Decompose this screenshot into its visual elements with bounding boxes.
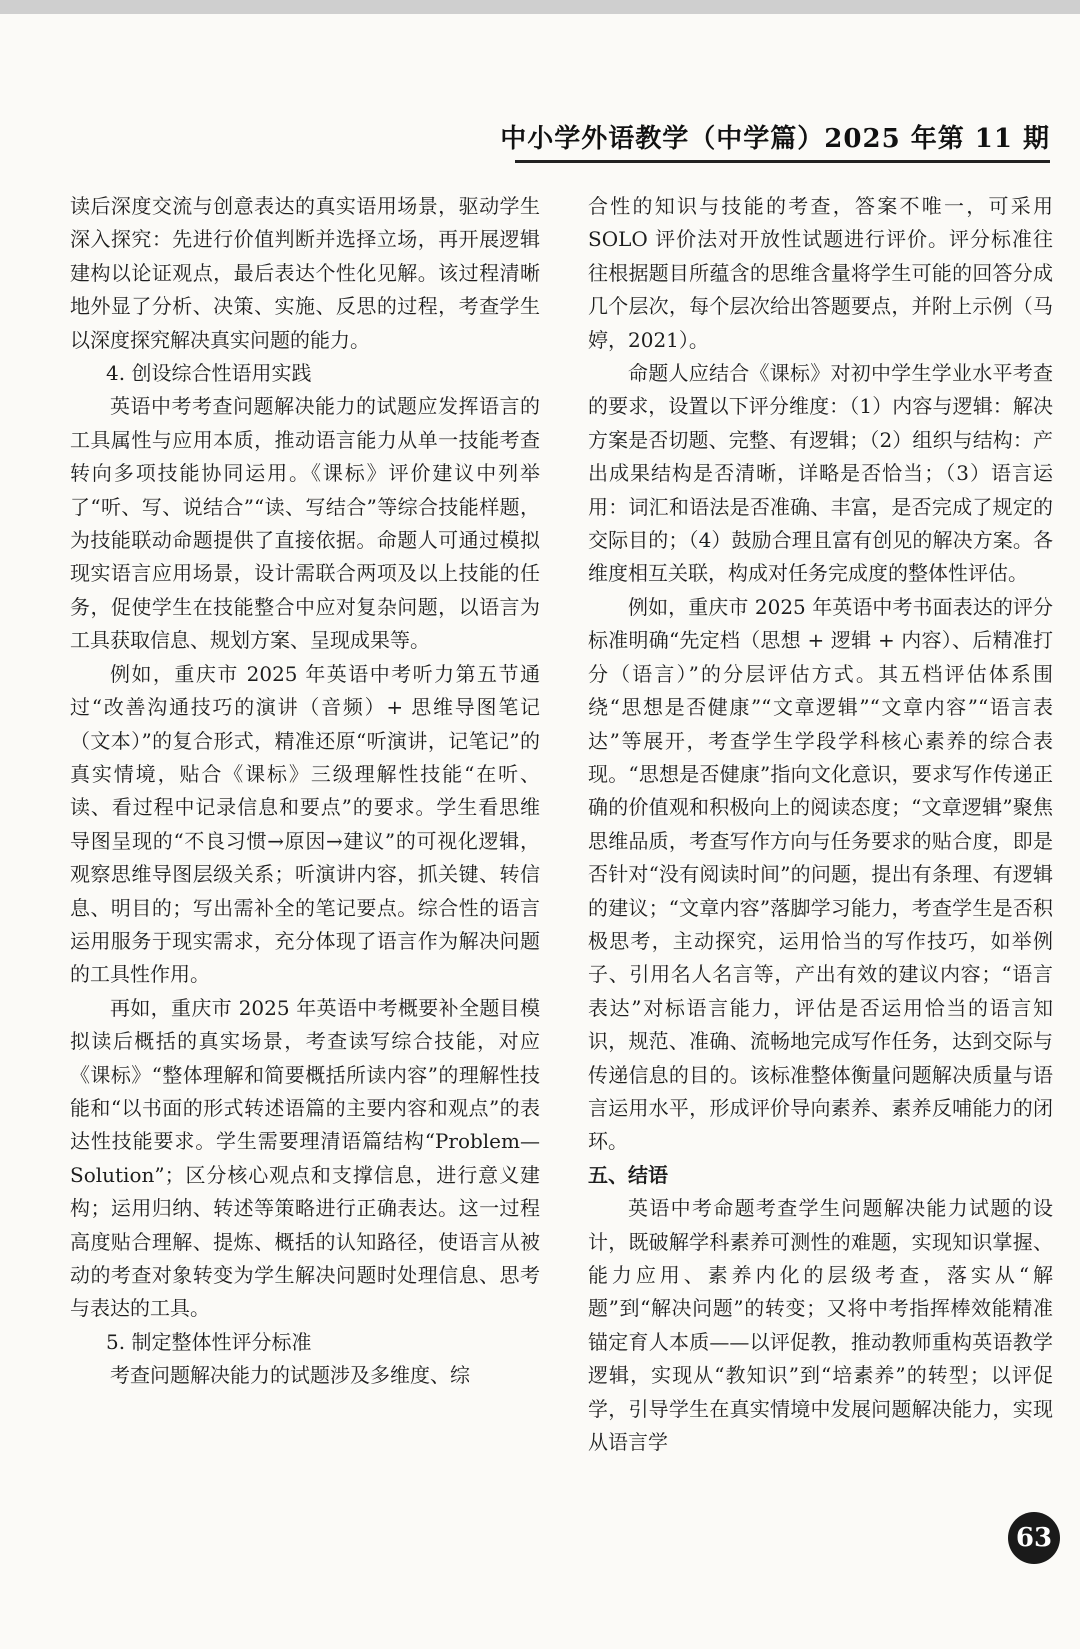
subsection-heading: 5. 制定整体性评分标准 <box>106 1329 312 1354</box>
page-number: 63 <box>1008 1512 1060 1564</box>
subsection-heading: 4. 创设综合性语用实践 <box>106 361 312 386</box>
section-heading: 五、结语 <box>588 1162 668 1187</box>
paragraph: 英语中考考查问题解决能力的试题应发挥语言的工具属性与应用本质，推动语言能力从单一技能考查转向多项技能协同运用。《课标》评价建议中列举了“听、写、说结合”“读、写结合”等综合技能样题，为技能联动命题提供了直接依据。命题人可通过模拟现实语言应用场景，设计需联合两项及以上技能的任务，促使学生在技能整合中应对复杂问题，以语言为工具获取信息、规划方案、呈现成果等。 <box>70 394 540 653</box>
paragraph: 例如，重庆市 2025 年英语中考听力第五节通过“改善沟通技巧的演讲（音频）+ 思维导图笔记（文本）”的复合形式，精准还原“听演讲，记笔记”的真实情境，贴合《课标》三级理解性技能“在听、读、看过程中记录信息和要点”的要求。学生看思维导图呈现的“不良习惯→原因→建议”的可视化逻辑，观察思维导图层级关系；听演讲内容，抓关键、转信息、明目的；写出需补全的笔记要点。综合性的语言运用服务于现实需求，充分体现了语言作为解决问题的工具性作用。 <box>70 661 540 987</box>
paragraph: 命题人应结合《课标》对初中学生学业水平考查的要求，设置以下评分维度：（1）内容与逻辑：解决方案是否切题、完整、有逻辑；（2）组织与结构：产出成果结构是否清晰，详略是否恰当；（3）语言运用：词汇和语法是否准确、丰富，是否完成了规定的交际目的；（4）鼓励合理且富有创见的解决方案。各维度相互关联，构成对任务完成度的整体性评估。 <box>588 361 1053 586</box>
paragraph: 合性的知识与技能的考查，答案不唯一，可采用 SOLO 评价法对开放性试题进行评价。评分标准往往根据题目所蕴含的思维含量将学生可能的回答分成几个层次，每个层次给出答题要点，并附上示例（马婷，2021）。 <box>588 194 1053 352</box>
running-header-title: 中小学外语教学（中学篇）2025 年第 11 期 <box>500 124 1050 154</box>
left-column <box>70 190 540 1393</box>
paragraph: 例如，重庆市 2025 年英语中考书面表达的评分标准明确“先定档（思想 + 逻辑 + 内容）、后精准打分（语言）”的分层评估方式。其五档评估体系围绕“思想是否健康”“文章逻辑”“文章内容”“语言表达”等展开，考查学生学段学科核心素养的综合表现。“思想是否健康”指向文化意识，要求写作传递正确的价值观和积极向上的阅读态度；“文章逻辑”聚焦思维品质，考查写作方向与任务要求的贴合度，即是否针对“没有阅读时间”的问题，提出有条理、有逻辑的建议；“文章内容”落脚学习能力，考查学生是否积极思考，主动探究，运用恰当的写作技巧，如举例子、引用名人名言等，产出有效的建议内容；“语言表达”对标语言能力，评估是否运用恰当的语言知识，规范、准确、流畅地完成写作任务，达到交际与传递信息的目的。该标准整体衡量问题解决质量与语言运用水平，形成评价导向素养、素养反哺能力的闭环。 <box>588 594 1053 1154</box>
paragraph: 考查问题解决能力的试题涉及多维度、综 <box>110 1363 470 1388</box>
header-rule <box>515 160 1050 163</box>
paragraph: 英语中考命题考查学生问题解决能力试题的设计，既破解学科素养可测性的难题，实现知识掌握、能力应用、素养内化的层级考查，落实从“解题”到“解决问题”的转变；又将中考指挥棒效能精准锚定育人本质——以评促教，推动教师重构英语教学逻辑，实现从“教知识”到“培素养”的转型；以评促学，引导学生在真实情境中发展问题解决能力，实现从语言学 <box>588 1196 1053 1455</box>
paragraph: 读后深度交流与创意表达的真实语用场景，驱动学生深入探究：先进行价值判断并选择立场，再开展逻辑建构以论证观点，最后表达个性化见解。该过程清晰地外显了分析、决策、实施、反思的过程，考查学生以深度探究解决真实问题的能力。 <box>70 194 540 352</box>
scan-top-edge <box>0 0 1080 14</box>
paragraph: 再如，重庆市 2025 年英语中考概要补全题目模拟读后概括的真实场景，考查读写综合技能，对应《课标》“整体理解和简要概括所读内容”的理解性技能和“以书面的形式转述语篇的主要内容和观点”的表达性技能要求。学生需要理清语篇结构“Problem—Solution”；区分核心观点和支撑信息，进行意义建构；运用归纳、转述等策略进行正确表达。这一过程高度贴合理解、提炼、概括的认知路径，使语言从被动的考查对象转变为学生解决问题时处理信息、思考与表达的工具。 <box>70 995 540 1321</box>
right-column <box>588 190 1053 1459</box>
